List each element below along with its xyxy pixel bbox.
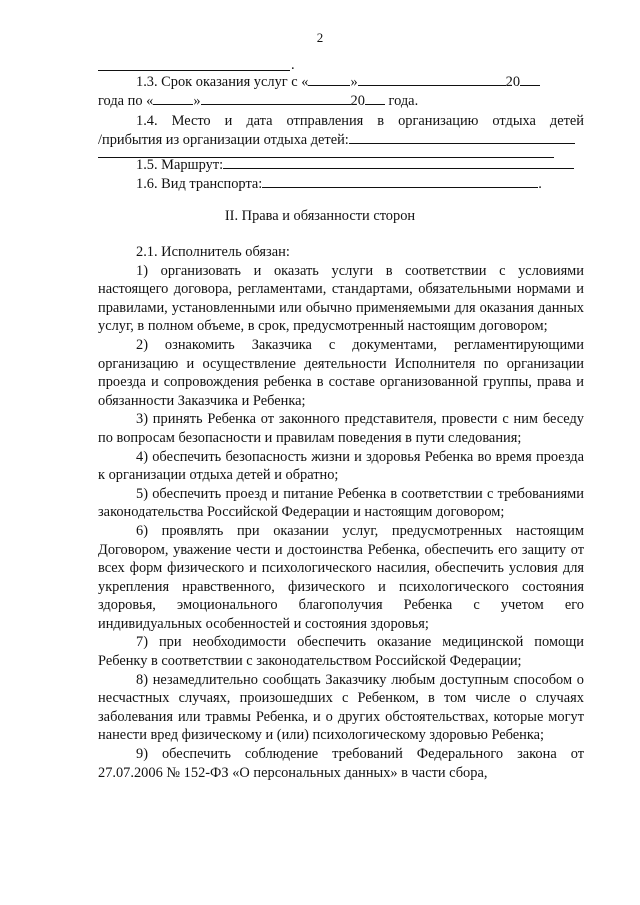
term-year-prefix: 20 xyxy=(505,74,521,90)
paragraph-item-9: 9) обеспечить соблюдение требований Федерального закона от 27.07.2006 № 152-ФЗ «О персональных данных» в части сбора, xyxy=(98,746,584,781)
term-quote-close-2: » xyxy=(193,93,201,109)
term-line-2 xyxy=(98,91,418,110)
page-number: 2 xyxy=(316,30,324,45)
term-from-label: 1.3. Срок оказания услуг с « xyxy=(136,74,309,90)
route-field[interactable] xyxy=(223,155,574,169)
place-label: /прибытия из организации отдыха детей: xyxy=(98,132,349,148)
paragraph-2-1: 2.1. Исполнитель обязан: xyxy=(136,244,290,260)
term-line-1 xyxy=(136,72,540,91)
place-field[interactable] xyxy=(349,130,575,144)
place-line-2 xyxy=(98,130,575,149)
blank-line xyxy=(98,70,290,71)
paragraph-item-1: 1) организовать и оказать услуги в соответствии с условиями настоящего договора, регламентами, стандартами, обязательными нормами и правилами, установленными или обычно применяемыми для оказания данных услуг, в полном объеме, в срок, предусмотренный настоящим договором; xyxy=(98,262,584,335)
term-quote-close: » xyxy=(350,74,358,90)
section-title: II. Права и обязанности сторон xyxy=(224,208,416,224)
paragraph-item-4: 4) обеспечить безопасность жизни и здоровья Ребенка во время проезда к организации отдыха детей и обратно; xyxy=(98,448,584,484)
term-to-day-field[interactable] xyxy=(153,91,193,105)
transport-end-period: . xyxy=(538,176,542,192)
transport-label: 1.6. Вид транспорта: xyxy=(136,176,263,192)
term-to-label: года по « xyxy=(98,93,154,109)
paragraph-item-3: 3) принять Ребенка от законного представителя, провести с ним беседу по вопросам безопасности и правилам поведения в пути следования; xyxy=(98,411,584,446)
term-from-year-field[interactable] xyxy=(520,72,540,86)
transport-field[interactable] xyxy=(262,174,538,188)
route-label: 1.5. Маршрут: xyxy=(136,157,224,173)
term-year-prefix-2: 20 xyxy=(350,93,365,109)
paragraph-item-7: 7) при необходимости обеспечить оказание медицинской помощи Ребенку в соответствии с законодательством Российской Федерации; xyxy=(98,634,584,670)
paragraph-item-8: 8) незамедлительно сообщать Заказчику любым доступным способом о несчастных случаях, произошедших с Ребенком, в том числе о случаях заболевания или травмы Ребенка, и о других обстоятельствах, которые могут нанести вред физическому и (или) психологическому здоровью Ребенка; xyxy=(98,671,584,744)
term-to-year-field[interactable] xyxy=(365,91,385,105)
term-from-day-field[interactable] xyxy=(308,72,350,86)
term-to-month-field[interactable] xyxy=(201,91,351,105)
transport-line xyxy=(136,174,542,193)
route-line xyxy=(136,155,574,174)
paragraph-item-5: 5) обеспечить проезд и питание Ребенка в соответствии с требованиями законодательства Российской Федерации и настоящим договором; xyxy=(98,485,584,521)
place-line-1: 1.4. Место и дата отправления в организацию отдыха детей xyxy=(136,113,584,129)
paragraph-item-6: 6) проявлять при оказании услуг, предусмотренных настоящим Договором, уважение чести и достоинства Ребенка, обеспечить его защиту от всех форм физического и психологического насилия, обеспечить условия для укрепления нравственного, физического и психологического состояния здоровья, эмоционального благополучия Ребенка с учетом его индивидуальных особенностей и состояния здоровья; xyxy=(98,522,584,632)
term-year-word: года. xyxy=(388,93,419,109)
obligations-text xyxy=(98,243,584,782)
term-from-month-field[interactable] xyxy=(358,72,506,86)
paragraph-item-2: 2) ознакомить Заказчика с документами, регламентирующими организацию и осуществление деятельности Исполнителя по организации проезда и сопровождения ребенка в составе организованной группы, права и обязанности Заказчика и Ребенка; xyxy=(98,336,584,409)
line-end-period: . xyxy=(291,57,295,73)
